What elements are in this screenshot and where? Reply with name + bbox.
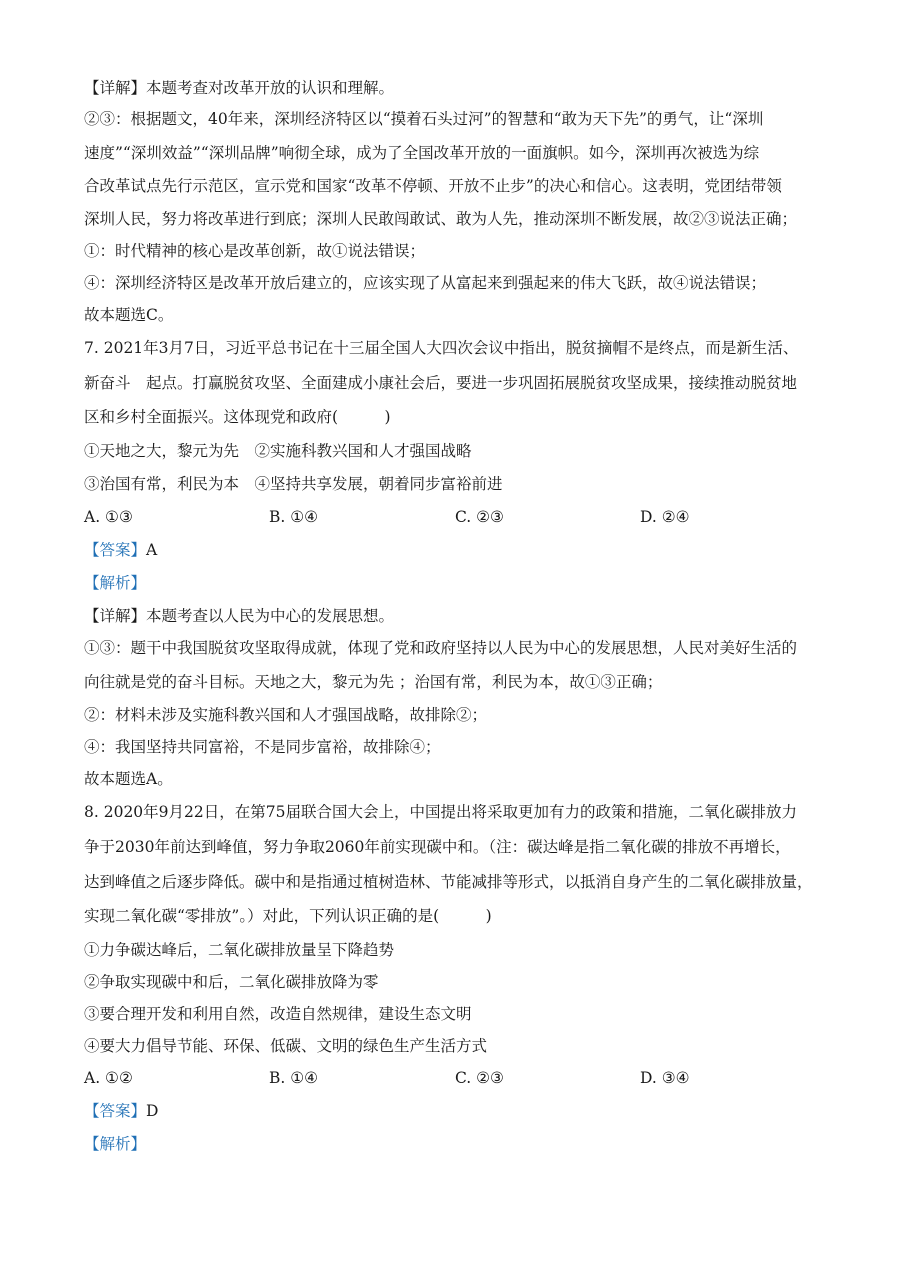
paragraph-line: ④：深圳经济特区是改革开放后建立的，应该实现了从富起来到强起来的伟大飞跃，故④说法错误； (84, 274, 767, 292)
paragraph-line: ①：时代精神的核心是改革创新，故①说法错误； (84, 242, 426, 260)
statement-line: ②争取实现碳中和后，二氧化碳排放降为零 (84, 973, 379, 991)
answer-label: 【答案】 (84, 1102, 147, 1120)
statement-line: ③治国有常，利民为本 ④坚持共享发展，朝着同步富裕前进 (84, 475, 503, 493)
question-stem-line: 实现二氧化碳“零排放”。）对此，下列认识正确的是( ) (84, 907, 492, 925)
option-a: A. ①② (84, 1069, 133, 1087)
statement-line: ①天地之大，黎元为先 ②实施科教兴国和人才强国战略 (84, 442, 472, 460)
paragraph-line: 故本题选A。 (84, 770, 173, 788)
paragraph-line: ②③：根据题文，40年来，深圳经济特区以“摸着石头过河”的智慧和“敢为天下先”的勇气，让“深圳 (84, 110, 764, 128)
answer-value: A (146, 541, 158, 559)
detail-label: 【详解】 (84, 607, 147, 625)
option-c: C. ②③ (455, 508, 504, 526)
statement-line: ①力争碳达峰后，二氧化碳排放量呈下降趋势 (84, 941, 395, 959)
paragraph-line: ②：材料未涉及实施科教兴国和人才强国战略，故排除②； (84, 706, 488, 724)
detail-label: 【详解】 (84, 79, 147, 97)
question-stem-line: 达到峰值之后逐步降低。碳中和是指通过植树造林、节能减排等形式，以抵消自身产生的二氧化碳排放量， (84, 873, 813, 891)
answer-line (84, 1101, 158, 1121)
detail-text: 本题考查对改革开放的认识和理解。 (146, 79, 395, 97)
question-stem-line: 7. 2021年3月7日，习近平总书记在十三届全国人大四次会议中指出，脱贫摘帽不是终点，而是新生活、 (84, 339, 799, 357)
statement-line: ③要合理开发和利用自然，改造自然规律，建设生态文明 (84, 1005, 472, 1023)
statement-line: ④要大力倡导节能、环保、低碳、文明的绿色生产生活方式 (84, 1037, 488, 1055)
paragraph-line: 深圳人民，努力将改革进行到底；深圳人民敢闯敢试、敢为人先，推动深圳不断发展，故②③说法正确； (84, 210, 798, 228)
detail-text: 本题考查以人民为中心的发展思想。 (146, 607, 395, 625)
option-b: B. ①④ (269, 1069, 319, 1087)
paragraph-line: 合改革试点先行示范区，宣示党和国家“改革不停顿、开放不止步”的决心和信心。这表明，党团结带领 (84, 177, 782, 195)
question-stem-line: 新奋斗 起点。打赢脱贫攻坚、全面建成小康社会后，要进一步巩固拓展脱贫攻坚成果，接续推动脱贫地 (84, 374, 798, 392)
analysis-label: 【解析】 (84, 574, 147, 592)
option-d: D. ③④ (640, 1069, 690, 1087)
detail-line (84, 606, 394, 626)
analysis-label: 【解析】 (84, 1135, 147, 1153)
paragraph-line: ①③：题干中我国脱贫攻坚取得成就，体现了党和政府坚持以人民为中心的发展思想，人民对美好生活的 (84, 639, 798, 657)
question-stem-line: 区和乡村全面振兴。这体现党和政府( ) (84, 408, 391, 426)
paragraph-line: 速度”“深圳效益”“深圳品牌”响彻全球，成为了全国改革开放的一面旗帜。如今，深圳再次被选为综 (84, 144, 760, 162)
paragraph-line: ④：我国坚持共同富裕，不是同步富裕，故排除④； (84, 738, 441, 756)
answer-line (84, 540, 157, 560)
option-a: A. ①③ (84, 508, 133, 526)
paragraph-line: 故本题选C。 (84, 306, 174, 324)
q6-detail-line (84, 78, 394, 98)
question-stem-line: 争于2030年前达到峰值，努力争取2060年前实现碳中和。（注：碳达峰是指二氧化碳的排放不再增长， (84, 838, 791, 856)
option-b: B. ①④ (269, 508, 319, 526)
answer-value: D (146, 1102, 159, 1120)
option-c: C. ②③ (455, 1069, 504, 1087)
question-stem-line: 8. 2020年9月22日，在第75届联合国大会上，中国提出将采取更加有力的政策和措施，二氧化碳排放力 (84, 803, 797, 821)
paragraph-line: 向往就是党的奋斗目标。天地之大，黎元为先 ；治国有常，利民为本，故①③正确； (84, 673, 663, 691)
answer-label: 【答案】 (84, 541, 147, 559)
option-d: D. ②④ (640, 508, 690, 526)
